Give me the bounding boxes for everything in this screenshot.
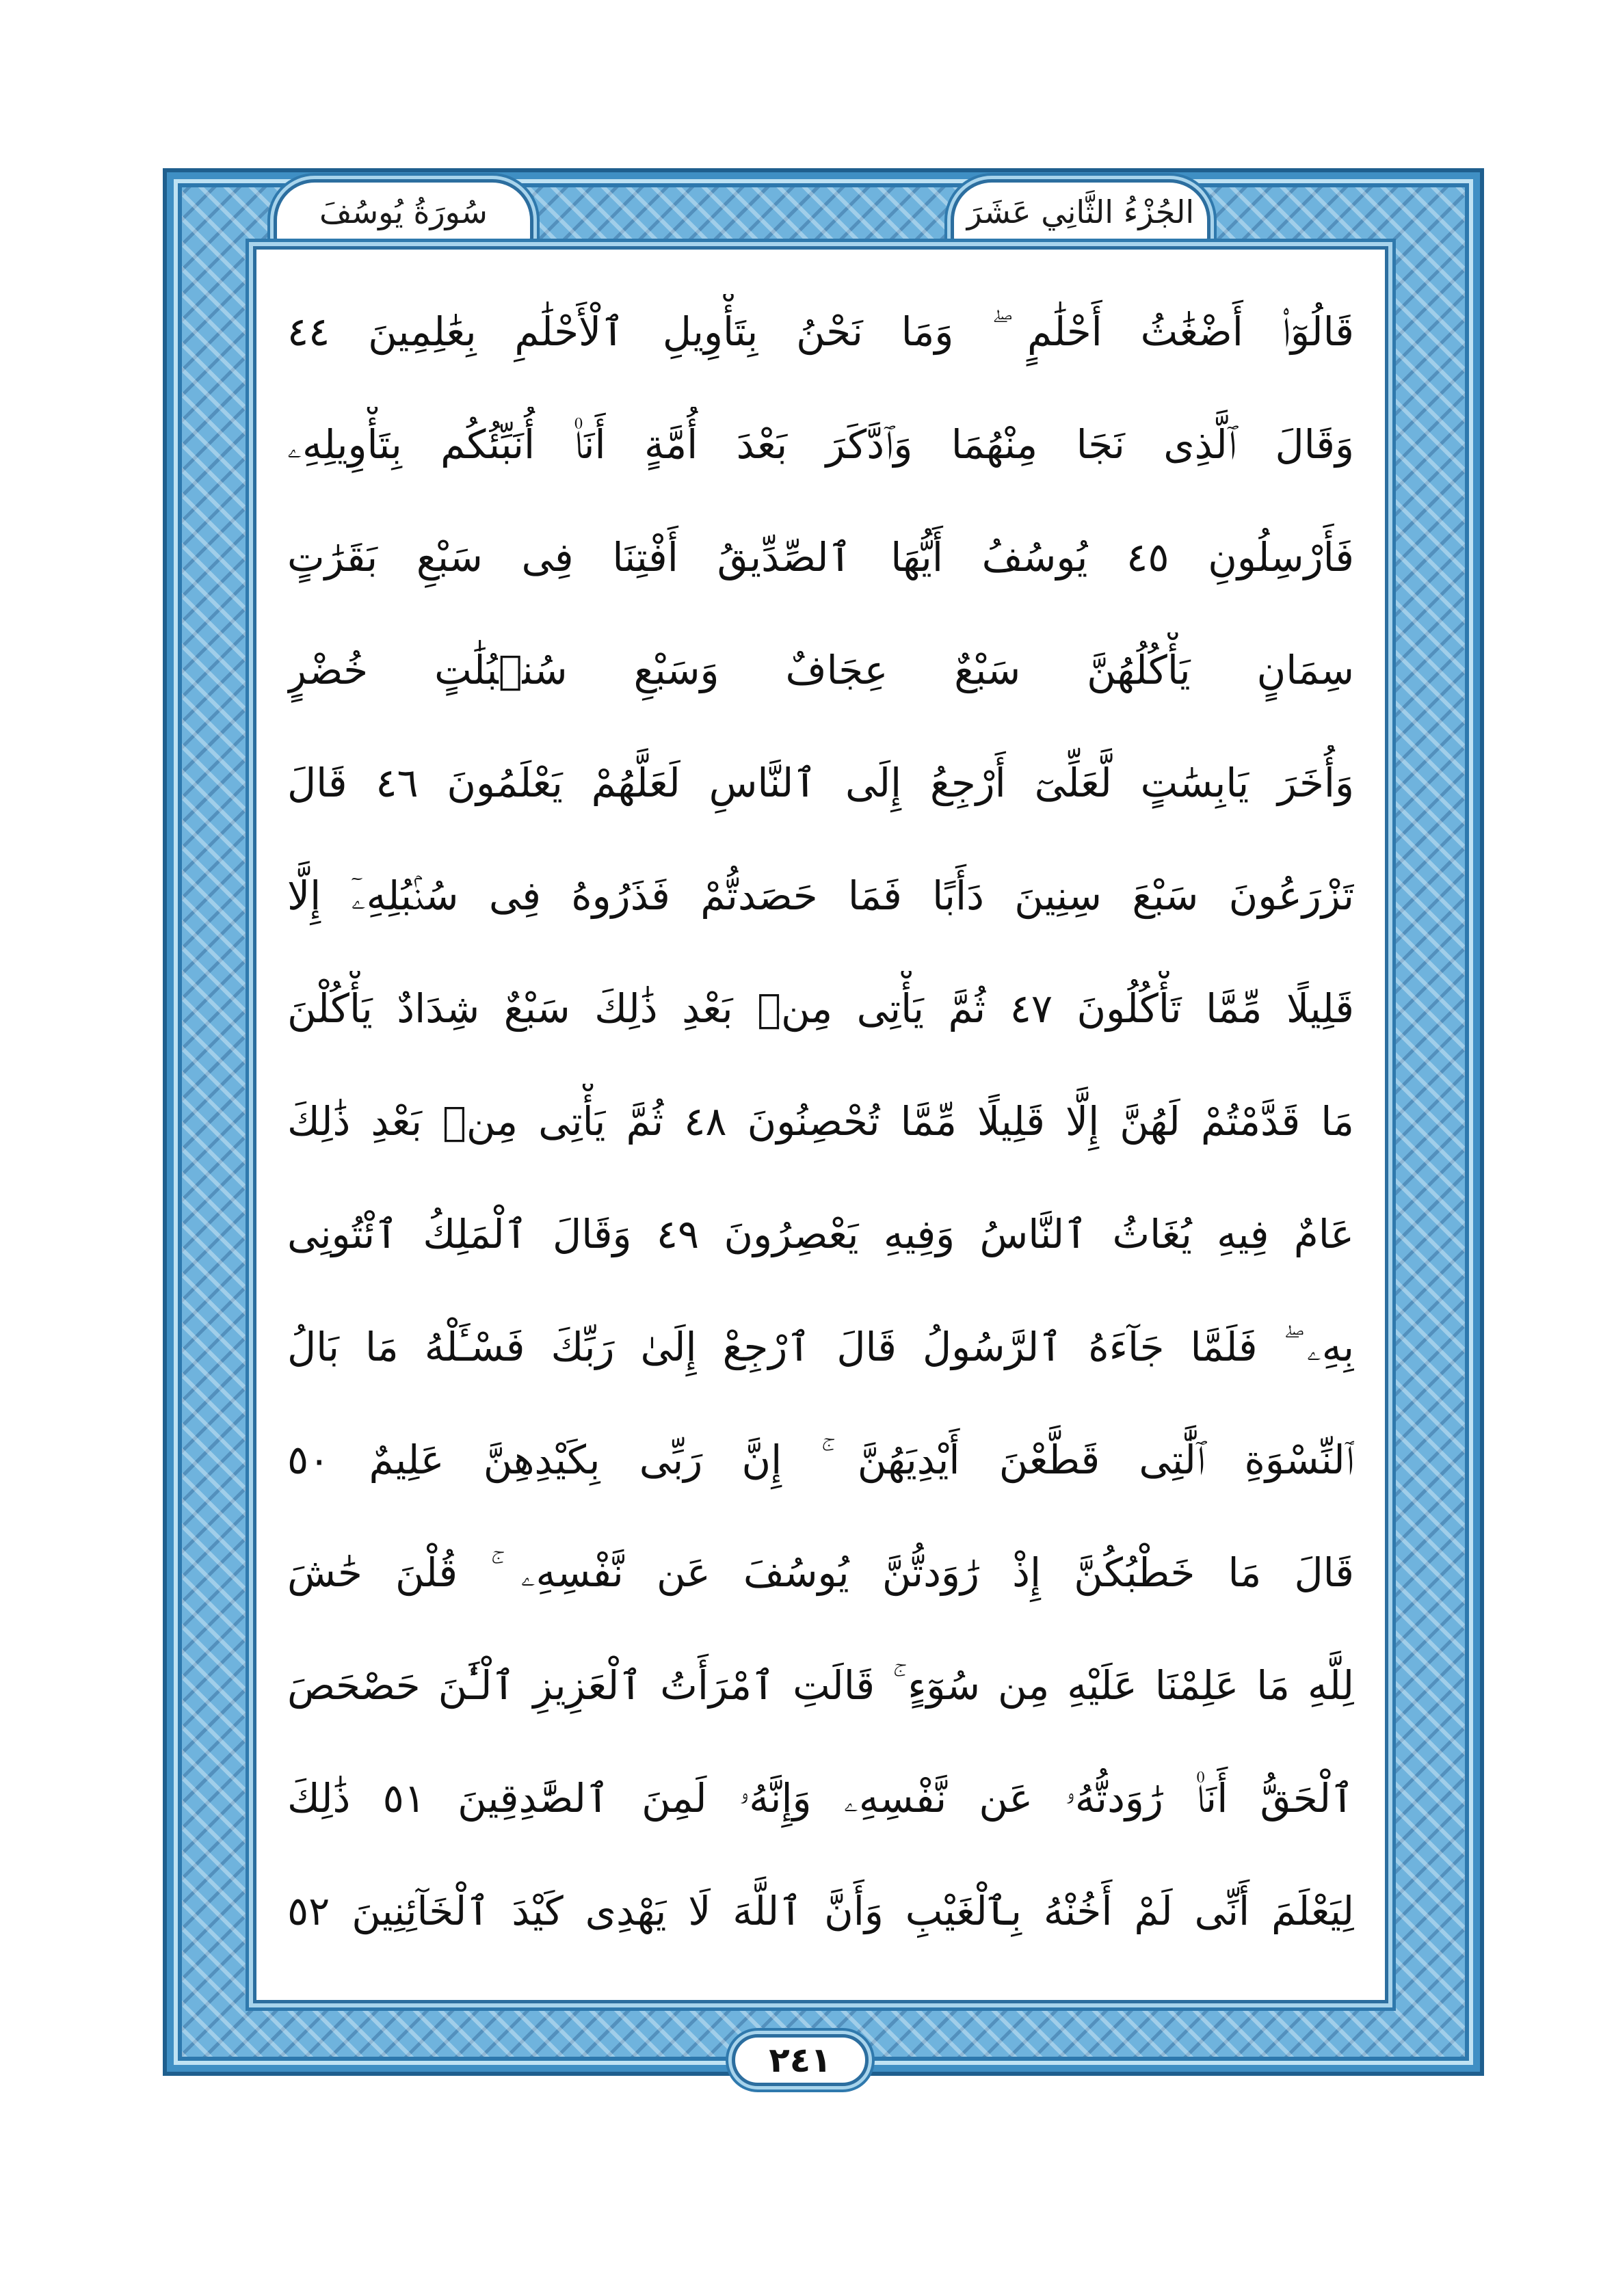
surah-name-text: سُورَةُ يُوسُفَ <box>319 193 488 230</box>
verse-line: لِلَّهِ مَا عَلِمْنَا عَلَيْهِ مِن سُوٓءٍ ۚ قَالَتِ ٱمْرَأَتُ ٱلْعَزِيزِ ٱلْـَٰٔنَ حَصْحَصَ <box>287 1662 1354 1709</box>
verse-line: فَأَرْسِلُونِ ٤٥ يُوسُفُ أَيُّهَا ٱلصِّدِّيقُ أَفْتِنَا فِى سَبْعِ بَقَرَٰتٍ <box>287 534 1354 580</box>
verse-line: قَالُوٓا۟ أَضْغَٰثُ أَحْلَٰمٍ ۖ وَمَا نَحْنُ بِتَأْوِيلِ ٱلْأَحْلَٰمِ بِعَٰلِمِينَ ٤٤ <box>287 308 1354 355</box>
verse-line: قَلِيلًا مِّمَّا تَأْكُلُونَ ٤٧ ثُمَّ يَأْتِى مِنۢ بَعْدِ ذَٰلِكَ سَبْعٌ شِدَادٌ يَأْكُلْنَ <box>287 985 1354 1032</box>
verse-line: ٱلنِّسْوَةِ ٱلَّٰتِى قَطَّعْنَ أَيْدِيَهُنَّ ۚ إِنَّ رَبِّى بِكَيْدِهِنَّ عَلِيمٌ ٥٠ <box>287 1437 1354 1483</box>
page-number-badge <box>732 2034 869 2086</box>
verse-lines <box>287 294 1354 1969</box>
verse-line: تَزْرَعُونَ سَبْعَ سِنِينَ دَأَبًا فَمَا حَصَدتُّمْ فَذَرُوهُ فِى سُنۢبُلِهِۦٓ إِلَّا <box>287 872 1354 919</box>
page-number: ٢٤١ <box>769 2040 832 2080</box>
verse-line: عَامٌ فِيهِ يُغَاثُ ٱلنَّاسُ وَفِيهِ يَعْصِرُونَ ٤٩ وَقَالَ ٱلْمَلِكُ ٱئْتُونِى <box>287 1211 1354 1257</box>
verse-line: مَا قَدَّمْتُمْ لَهُنَّ إِلَّا قَلِيلًا مِّمَّا تُحْصِنُونَ ٤٨ ثُمَّ يَأْتِى مِنۢ بَعْدِ ذَٰلِكَ <box>287 1098 1354 1145</box>
verse-line: بِهِۦ ۖ فَلَمَّا جَآءَهُ ٱلرَّسُولُ قَالَ ٱرْجِعْ إِلَىٰ رَبِّكَ فَسْـَٔلْهُ مَا بَالُ <box>287 1324 1354 1370</box>
verse-line: سِمَانٍ يَأْكُلُهُنَّ سَبْعٌ عِجَافٌ وَسَبْعِ سُنۢبُلَٰتٍ خُضْرٍ <box>287 647 1354 693</box>
verse-line: وَأُخَرَ يَابِسَٰتٍ لَّعَلِّىٓ أَرْجِعُ إِلَى ٱلنَّاسِ لَعَلَّهُمْ يَعْلَمُونَ ٤٦ قَالَ <box>287 760 1354 806</box>
surah-name-label <box>274 179 533 245</box>
juz-label <box>951 179 1210 245</box>
verse-line: ٱلْحَقُّ أَنَا۠ رَٰوَدتُّهُۥ عَن نَّفْسِهِۦ وَإِنَّهُۥ لَمِنَ ٱلصَّٰدِقِينَ ٥١ ذَٰلِكَ <box>287 1775 1354 1821</box>
verse-line: قَالَ مَا خَطْبُكُنَّ إِذْ رَٰوَدتُّنَّ يُوسُفَ عَن نَّفْسِهِۦ ۚ قُلْنَ حَٰشَ <box>287 1549 1354 1596</box>
verse-line: وَقَالَ ٱلَّذِى نَجَا مِنْهُمَا وَٱدَّكَرَ بَعْدَ أُمَّةٍ أَنَا۠ أُنَبِّئُكُم بِتَأْوِيلِهِۦ <box>287 421 1354 468</box>
verse-line: لِيَعْلَمَ أَنِّى لَمْ أَخُنْهُ بِٱلْغَيْبِ وَأَنَّ ٱللَّهَ لَا يَهْدِى كَيْدَ ٱلْخَآئِنِينَ ٥٢ <box>287 1888 1354 1934</box>
juz-label-text: الجُزْءُ الثَّانِي عَشَرَ <box>966 193 1195 230</box>
